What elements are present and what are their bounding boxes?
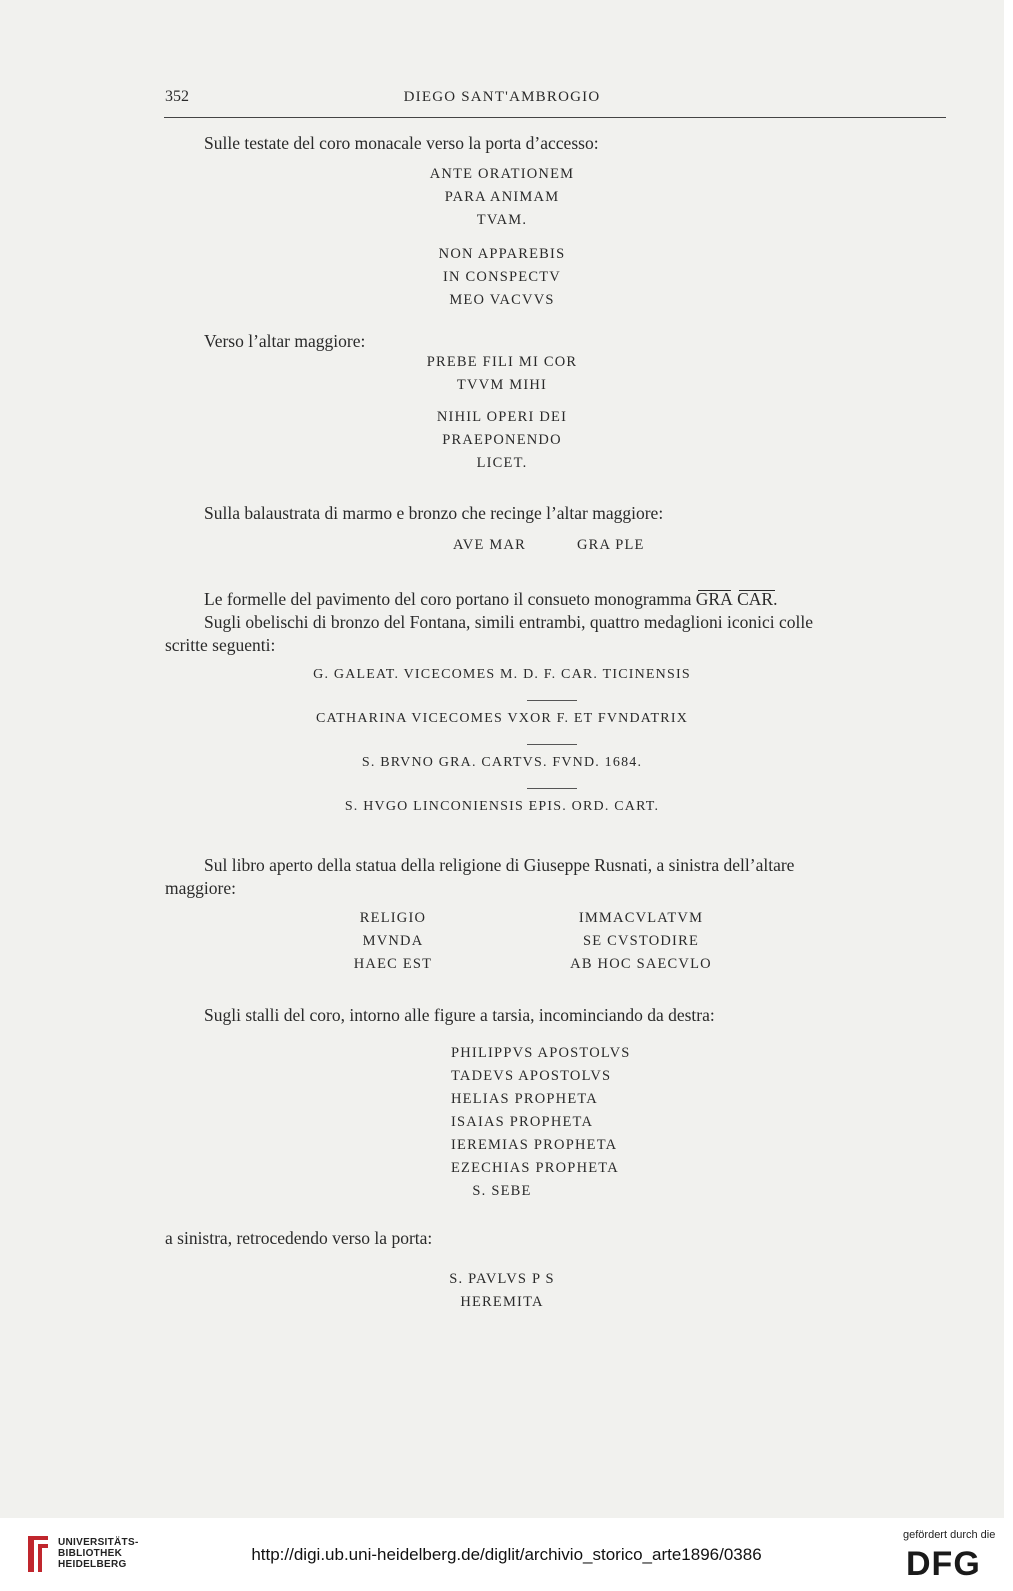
inscription-line: NON APPAREBIS	[438, 246, 566, 262]
inscription-line: PRAEPONENDO	[442, 432, 562, 448]
paragraph-choir-heads: Sulle testate del coro monacale verso la porta d’accesso:	[204, 133, 599, 153]
inscription-gra-ple: GRA PLE	[577, 537, 645, 553]
book-right-line: SE CVSTODIRE	[582, 933, 700, 949]
inscription-ave-mar: AVE MAR	[453, 537, 526, 553]
stall-figure: PHILIPPVS APOSTOLVS	[451, 1045, 631, 1061]
inscription-line: PREBE FILI MI COR	[426, 354, 578, 370]
inscription-line: MEO VACVVS	[449, 292, 555, 308]
stall-figure: IEREMIAS PROPHETA	[451, 1137, 618, 1153]
medallion-inscription: S. BRVNO GRA. CARTVS. FVND. 1684.	[361, 755, 643, 770]
separator-rule	[527, 788, 577, 789]
inscription-line: NIHIL OPERI DEI	[436, 409, 568, 425]
page-number: 352	[165, 88, 189, 105]
stall-figure: S. SEBE	[472, 1183, 532, 1199]
monogram-gra: GRA	[695, 589, 733, 609]
medallion-inscription: G. GALEAT. VICECOMES M. D. F. CAR. TICINENSIS	[313, 667, 691, 682]
inscription-line: IN CONSPECTV	[443, 269, 561, 285]
paragraph-obelisks: Sugli obelischi di bronzo del Fontana, simili entrambi, quattro medaglioni iconici colle	[204, 612, 813, 632]
source-url-link[interactable]: http://digi.ub.uni-heidelberg.de/diglit/archivio_storico_arte1896/0386	[251, 1545, 762, 1564]
header-rule	[164, 117, 946, 118]
library-name-line: UNIVERSITÄTS-	[58, 1537, 139, 1548]
library-name-line: BIBLIOTHEK	[58, 1548, 123, 1559]
funding-text: gefördert durch die	[903, 1529, 996, 1541]
stall-figure: EZECHIAS PROPHETA	[451, 1160, 619, 1176]
book-left-line: RELIGIO	[359, 910, 427, 926]
footer-bar	[0, 1518, 1013, 1591]
paragraph-left-side: a sinistra, retrocedendo verso la porta:	[165, 1228, 433, 1248]
separator-rule	[527, 700, 577, 701]
stall-figure: HELIAS PROPHETA	[451, 1091, 598, 1107]
book-left-line: HAEC EST	[353, 956, 433, 972]
inscription-line: TVAM.	[476, 212, 528, 228]
monogram-car: CAR.	[737, 589, 778, 609]
book-right-line: IMMACVLATVM	[578, 910, 704, 926]
inscription-line: ANTE ORATIONEM	[429, 166, 575, 182]
stall-figure: ISAIAS PROPHETA	[451, 1114, 594, 1130]
running-title: DIEGO SANT'AMBROGIO	[403, 89, 601, 105]
medallion-inscription: CATHARINA VICECOMES VXOR F. ET FVNDATRIX	[315, 711, 689, 726]
separator-rule	[527, 744, 577, 745]
inscription-line: TVVM MIHI	[456, 377, 548, 393]
inscription-line: LICET.	[476, 455, 528, 471]
paragraph-open-book-cont: maggiore:	[165, 878, 236, 898]
dfg-logo: DFG	[906, 1545, 981, 1583]
paragraph-floor-tiles	[204, 589, 777, 610]
paragraph-balustrade: Sulla balaustrata di marmo e bronzo che recinge l’altar maggiore:	[204, 503, 664, 523]
medallion-inscription: S. HVGO LINCONIENSIS EPIS. ORD. CART.	[344, 799, 660, 814]
stall-figure: TADEVS APOSTOLVS	[451, 1068, 612, 1084]
inscription-line: PARA ANIMAM	[444, 189, 560, 205]
paragraph-obelisks-cont: scritte seguenti:	[165, 635, 276, 655]
book-right-line: AB HOC SAECVLO	[570, 956, 712, 972]
stall-figure: S. PAVLVS P S	[449, 1271, 555, 1287]
library-name-line: HEIDELBERG	[58, 1559, 127, 1570]
paragraph-main-altar: Verso l’altar maggiore:	[204, 331, 366, 351]
paragraph-stalls: Sugli stalli del coro, intorno alle figure a tarsia, incominciando da destra:	[204, 1005, 715, 1025]
stall-figure: HEREMITA	[460, 1294, 544, 1310]
paragraph-open-book: Sul libro aperto della statua della religione di Giuseppe Rusnati, a sinistra dell’altare	[204, 855, 795, 875]
book-left-line: MVNDA	[362, 933, 424, 949]
floor-tiles-text: Le formelle del pavimento del coro portano il consueto monogramma	[204, 589, 692, 609]
